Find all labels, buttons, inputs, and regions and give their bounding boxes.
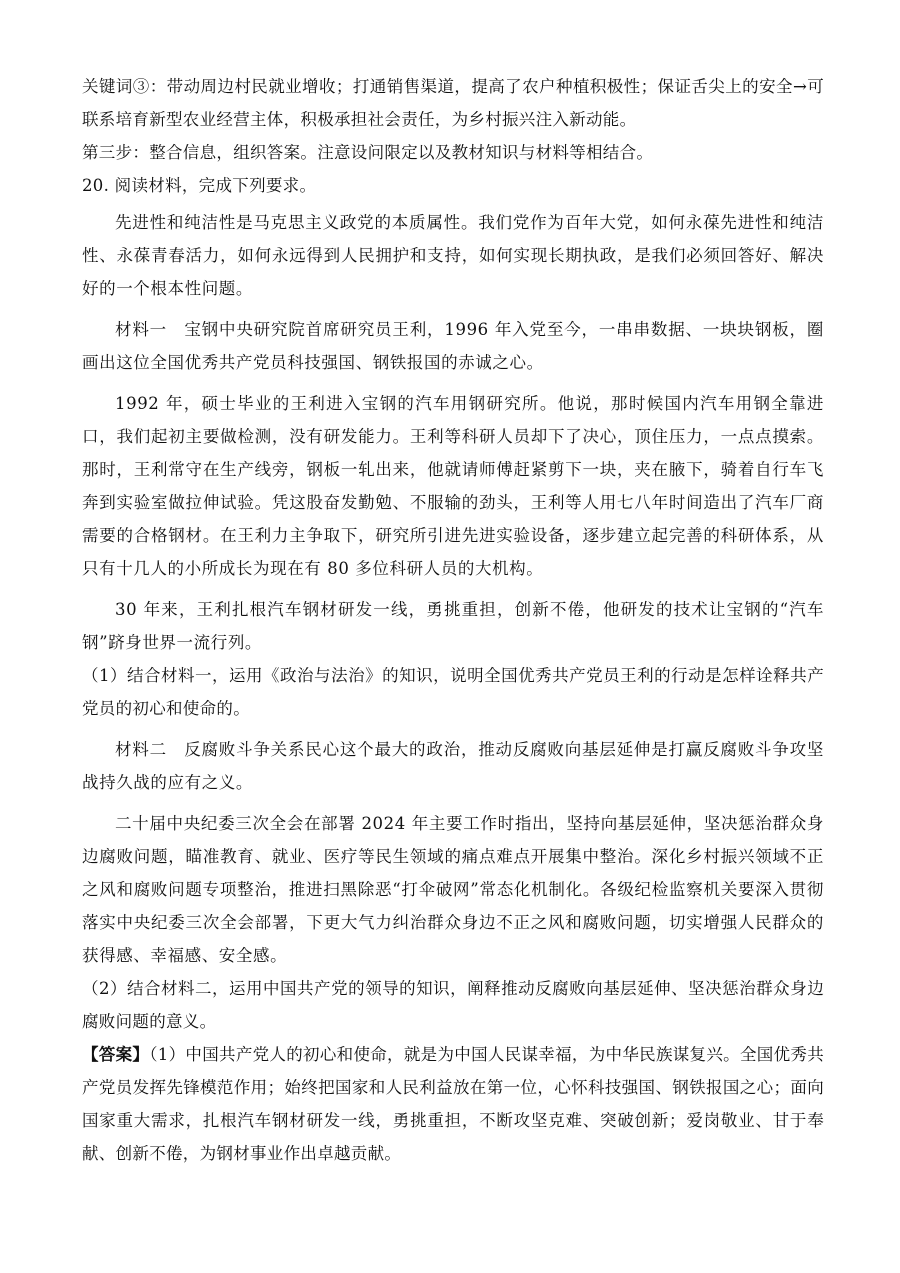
answer-label: 【答案】 [82,1045,150,1064]
material-one-paragraph: 材料一 宝钢中央研究院首席研究员王利，1996 年入党至今，一串串数据、一块块钢板，圈画出这位全国优秀共产党员科技强国、钢铁报国的赤诚之心。 [82,320,824,372]
intro-paragraph: 先进性和纯洁性是马克思主义政党的本质属性。我们党作为百年大党，如何永葆先进性和纯洁性、永葆青春活力，如何永远得到人民拥护和支持，如何实现长期执政，是我们必须回答好、解决好的一个根本性问题。 [82,213,824,298]
question-1-text: （1）结合材料一，运用《政治与法治》的知识，说明全国优秀共产党员王利的行动是怎样诠释共产党员的初心和使命的。 [82,666,824,718]
answer-text: （1）中国共产党人的初心和使命，就是为中国人民谋幸福，为中华民族谋复兴。全国优秀共产党员发挥先锋模范作用；始终把国家和人民利益放在第一位，心怀科技强国、钢铁报国之心；面向国家重大需求，扎根汽车钢材研发一线，勇挑重担，不断攻坚克难、突破创新；爱岗敬业、甘于奉献、创新不倦，为钢材事业作出卓越贡献。 [82,1045,824,1163]
material-one-summary-paragraph: 30 年来，王利扎根汽车钢材研发一线，勇挑重担，创新不倦，他研发的技术让宝钢的“汽车钢”跻身世界一流行列。 [82,600,824,652]
document-page [82,70,824,1170]
keyword-paragraph: 关键词③：带动周边村民就业增收；打通销售渠道，提高了农户种植积极性；保证舌尖上的安全→可联系培育新型农业经营主体，积极承担社会责任，为乡村振兴注入新动能。 [82,77,824,129]
material-two-detail-paragraph: 二十届中央纪委三次全会在部署 2024 年主要工作时指出，坚持向基层延伸，坚决惩治群众身边腐败问题，瞄准教育、就业、医疗等民生领域的痛点难点开展集中整治。深化乡村振兴领域不正之风和腐败问题专项整治，推进扫黑除恶“打伞破网”常态化机制化。各级纪检监察机关要深入贯彻落实中央纪委三次全会部署，下更大气力纠治群众身边不正之风和腐败问题，切实增强人民群众的获得感、幸福感、安全感。 [82,814,824,965]
step-three-paragraph: 第三步：整合信息，组织答案。注意设问限定以及教材知识与材料等相结合。 [82,143,654,162]
material-two-paragraph: 材料二 反腐败斗争关系民心这个最大的政治，推动反腐败向基层延伸是打赢反腐败斗争攻坚战持久战的应有之义。 [82,740,824,792]
question-2-text: （2）结合材料二，运用中国共产党的领导的知识，阐释推动反腐败向基层延伸、坚决惩治群众身边腐败问题的意义。 [82,979,824,1031]
answer-paragraph [82,1038,824,1170]
question-20-heading: 20. 阅读材料，完成下列要求。 [82,176,317,195]
material-one-story-paragraph: 1992 年，硕士毕业的王利进入宝钢的汽车用钢研究所。他说，那时候国内汽车用钢全靠进口，我们起初主要做检测，没有研发能力。王利等科研人员却下了决心，顶住压力，一点点摸索。那时，王利常守在生产线旁，钢板一轧出来，他就请师傅赶紧剪下一块，夹在腋下，骑着自行车飞奔到实验室做拉伸试验。凭这股奋发勤勉、不服输的劲头，王利等人用七八年时间造出了汽车厂商需要的合格钢材。在王利力主争取下，研究所引进先进实验设备，逐步建立起完善的科研体系，从只有十几人的小所成长为现在有 80 多位科研人员的大机构。 [82,394,824,578]
